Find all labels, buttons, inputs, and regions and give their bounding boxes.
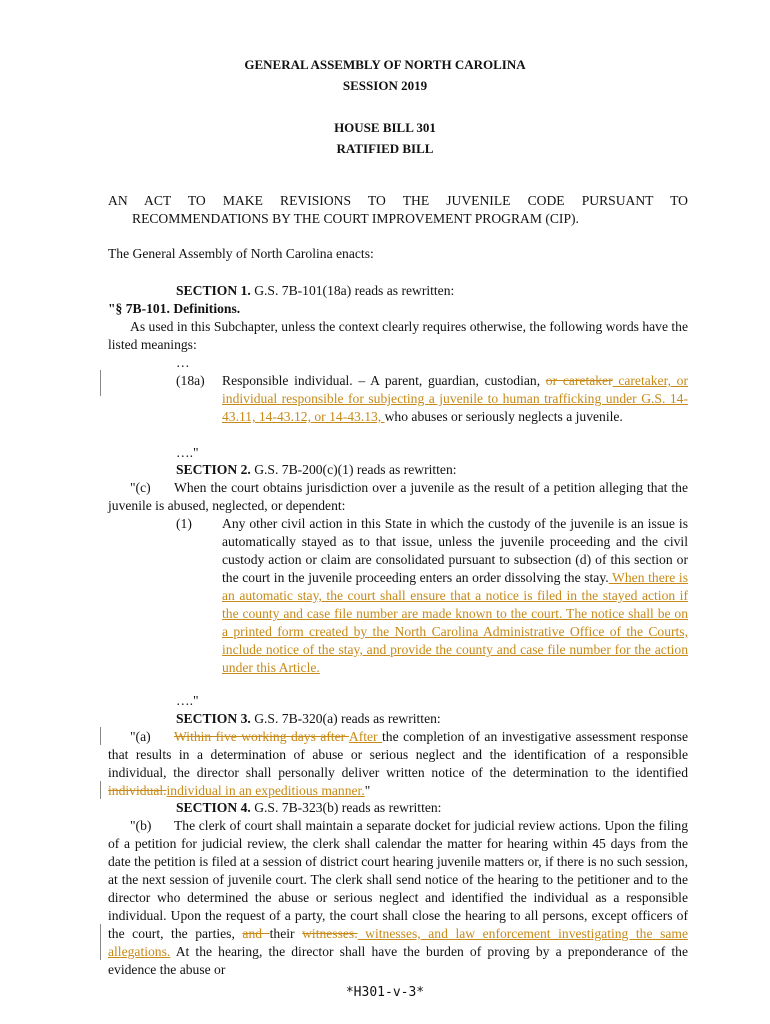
subsection-b-text: their (269, 926, 303, 941)
bill-status: RATIFIED BILL (336, 141, 434, 156)
item-18a-number: (18a) (176, 373, 205, 388)
act-title-line1: AN ACT TO MAKE REVISIONS TO THE JUVENILE CODE PURSUANT TO (108, 193, 688, 208)
subsection-a-text: the completion of an investigative assessment response that results in a determination of abuse or serious neglect and the identification of a responsible individual, the director shall personally deliver written notice of the determination to the identified (108, 729, 688, 780)
ellipsis: … (176, 355, 190, 370)
section-2-label: SECTION 2. (176, 462, 251, 477)
subsection-b-label: "(b) (130, 818, 152, 833)
closing-quote: " (364, 783, 371, 798)
section-1-text: G.S. 7B-101(18a) reads as rewritten: (254, 283, 455, 298)
subsection-a (108, 728, 688, 800)
subsection-a-label: "(a) (130, 729, 151, 744)
item-18a-text (222, 372, 688, 426)
change-bar (100, 924, 101, 960)
change-bar (100, 727, 101, 745)
subsection-b (108, 817, 688, 979)
section-4-text: G.S. 7B-323(b) reads as rewritten: (254, 800, 442, 815)
subsection-c-text: When the court obtains jurisdiction over a juvenile as the result of a petition alleging that the juvenile is abused, neglected, or dependent: (108, 480, 688, 513)
subsection-c-label: "(c) (130, 480, 151, 495)
definitions-intro: As used in this Subchapter, unless the context clearly requires otherwise, the following words have the listed meanings: (108, 319, 688, 352)
item-18a-part: Responsible individual. – A parent, guardian, custodian, (222, 373, 546, 388)
section-4-heading (176, 799, 688, 817)
subsection-b-text: The clerk of court shall maintain a separate docket for judicial review actions. Upon the filing of a petition for judicial review, the clerk shall calendar the matter for hearing within 45 days from the date the petition is filed at a session of district court hearing juvenile matters or, if there is no such session, at the next session of juvenile court. The clerk shall send notice of the hearing to the petitioner and to the director who determined the abuse or serious neglect and identified the individual as a responsible individual. Upon the request of a party, the court shall close the hearing to all persons, except officers of the court, the parties, (108, 818, 688, 941)
section-1-label: SECTION 1. (176, 283, 251, 298)
item-1-number: (1) (176, 516, 192, 531)
section-2-end: …." (176, 693, 199, 708)
statute-heading: "§ 7B-101. Definitions. (108, 301, 241, 316)
section-4-label: SECTION 4. (176, 800, 251, 815)
document-header (0, 54, 770, 159)
deleted-text: individual. (108, 783, 167, 798)
deleted-text: witnesses. (302, 926, 358, 941)
section-2-text: G.S. 7B-200(c)(1) reads as rewritten: (254, 462, 457, 477)
inserted-text: When there is an automatic stay, the court shall ensure that a notice is filed in the stayed action if the county and case file number are made known to the court. The notice shall be on a printed form created by the North Carolina Administrative Office of the Courts, include notice of the stay, and provide the county and case file number for the action under this Article. (222, 570, 688, 675)
inserted-text: individual in an expeditious manner. (166, 783, 365, 798)
inserted-text: After (348, 729, 383, 744)
enacting-clause: The General Assembly of North Carolina enacts: (108, 246, 374, 261)
document-footer-id: *H301-v-3* (345, 985, 425, 1000)
section-1-end: …." (176, 445, 199, 460)
item-18a-part: who abuses or seriously neglects a juvenile. (384, 409, 623, 424)
subsection-c (108, 479, 688, 515)
section-1-heading (176, 282, 688, 300)
bill-number: HOUSE BILL 301 (334, 120, 436, 135)
section-2-heading (176, 461, 688, 479)
subsection-b-text: At the hearing, the director shall have the burden of proving by a preponderance of the evidence the abuse or (108, 944, 688, 977)
change-bar (100, 781, 101, 799)
item-1-part: Any other civil action in this State in which the custody of the juvenile is an issue is automatically stayed as to that issue, unless the juvenile proceeding and the civil custody action or claim are consolidated pursuant to subsection (d) of this section or the court in the juvenile proceeding enters an order dissolving the stay. (222, 516, 688, 585)
session-title: SESSION 2019 (342, 78, 428, 93)
deleted-text: and (242, 926, 270, 941)
change-bar (100, 370, 101, 396)
inserted-text: caretaker, or individual responsible for subjecting a juvenile to human trafficking under G.S. 14-43.11, 14-43.12, or 14-43.13, (222, 373, 688, 424)
act-title-line2: RECOMMENDATIONS BY THE COURT IMPROVEMENT PROGRAM (CIP). (132, 211, 579, 226)
section-3-heading (176, 710, 688, 728)
deleted-text: Within five working days after (174, 729, 349, 744)
section-3-label: SECTION 3. (176, 711, 251, 726)
assembly-title: GENERAL ASSEMBLY OF NORTH CAROLINA (244, 57, 526, 72)
item-1-text (222, 515, 688, 677)
section-3-text: G.S. 7B-320(a) reads as rewritten: (254, 711, 441, 726)
deleted-text: or caretaker (545, 373, 613, 388)
inserted-text: witnesses, and law enforcement investigating the same allegations. (108, 926, 689, 959)
